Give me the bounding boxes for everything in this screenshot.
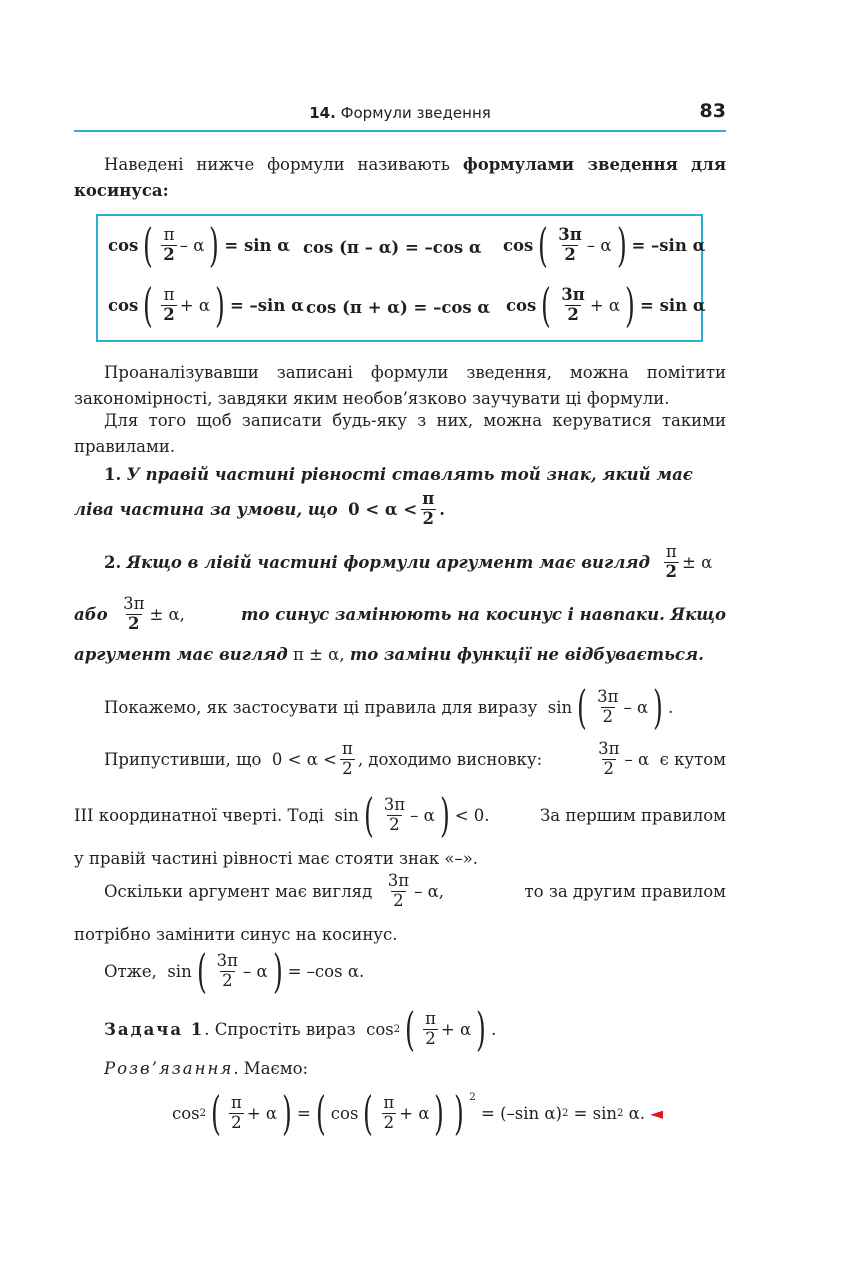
- example-line-4: у правій частині рівності має стояти знак «–».: [74, 849, 479, 868]
- task-1: Задача 1 . Спростіть вираз cos 2 ( $\frac{\pi}{2}$ + α ) .: [104, 1002, 497, 1056]
- formula-r1c1: cos ( $\frac{\pi}{2}$ – α ) = sin α: [108, 218, 290, 272]
- intro-paragraph: Наведені нижче формули називають формулами зведення для косинуса:: [74, 155, 727, 200]
- analysis-paragraph: Проаналізувавши записані формули зведення, можна помітити закономірності, завдяки яким необов’язково заучувати ці формули.: [74, 363, 726, 408]
- rules-intro-paragraph: Для того щоб записати будь-яку з них, можна керуватися такими правилами.: [74, 411, 726, 456]
- page-number: 83: [699, 100, 726, 122]
- page-header: [74, 100, 726, 132]
- example-line-2: Припустивши, що 0 < α < $\frac{\pi}{2}$ , доходимо висновку: $\frac{3\pi}{2}$ – α є кутом: [104, 739, 726, 778]
- formula-r2c3: cos ( $\frac{3\pi}{2}$ + α ) = sin α: [506, 278, 706, 332]
- formula-box: [96, 214, 706, 342]
- formula-r1c3: cos ( $\frac{3\pi}{2}$ – α ) = –sin α: [503, 218, 706, 272]
- formula-r2c1: cos ( $\frac{\pi}{2}$ + α ) = –sin α: [108, 278, 304, 332]
- end-of-solution-marker: ◄: [650, 1103, 664, 1123]
- example-line-1: Покажемо, як застосувати ці правила для виразу sin ( $\frac{3\pi}{2}$ – α ) .: [104, 680, 674, 734]
- example-line-6: потрібно замінити синус на косинус.: [74, 925, 398, 944]
- formula-r2c2: cos (π + α) = –cos α: [306, 298, 491, 317]
- rule-1: 1. У правій частині рівності ставлять той знак, який має: [104, 465, 693, 484]
- example-line-7: Отже, sin ( $\frac{3\pi}{2}$ – α ) = –cos α.: [104, 944, 365, 998]
- rule-2-line3: аргумент має вигляд π ± α, то заміни функції не відбувається.: [74, 645, 704, 664]
- rule-2-line2: або $\frac{3\pi}{2}$ ± α, то синус замінюють на косинус і навпаки. Якщо: [74, 594, 726, 633]
- section-title: 14. Формули зведення: [309, 104, 491, 122]
- example-line-3: ІІІ координатної чверті. Тоді sin ( $\frac{3\pi}{2}$ – α ) < 0. За першим правилом: [74, 788, 726, 842]
- solution-label: Розв’язання. Маємо:: [104, 1059, 309, 1078]
- rule-2-line1: 2. Якщо в лівій частині формули аргумент має вигляд $\frac{\pi}{2}$ ± α: [104, 542, 713, 581]
- example-line-5: Оскільки аргумент має вигляд $\frac{3\pi}{2}$ – α, то за другим правилом: [104, 871, 726, 910]
- formula-r1c2: cos (π – α) = –cos α: [303, 238, 482, 257]
- final-formula: cos 2 ( $\frac{\pi}{2}$ + α ) = ( cos ( $\frac{\pi}{2}$ + α ) ) $^2$ = (–sin α) 2 = sin 2 α. ◄: [172, 1086, 664, 1140]
- rule-1-line2: ліва частина за умови, що 0 < α < $\frac{\pi}{2}$ .: [74, 489, 446, 528]
